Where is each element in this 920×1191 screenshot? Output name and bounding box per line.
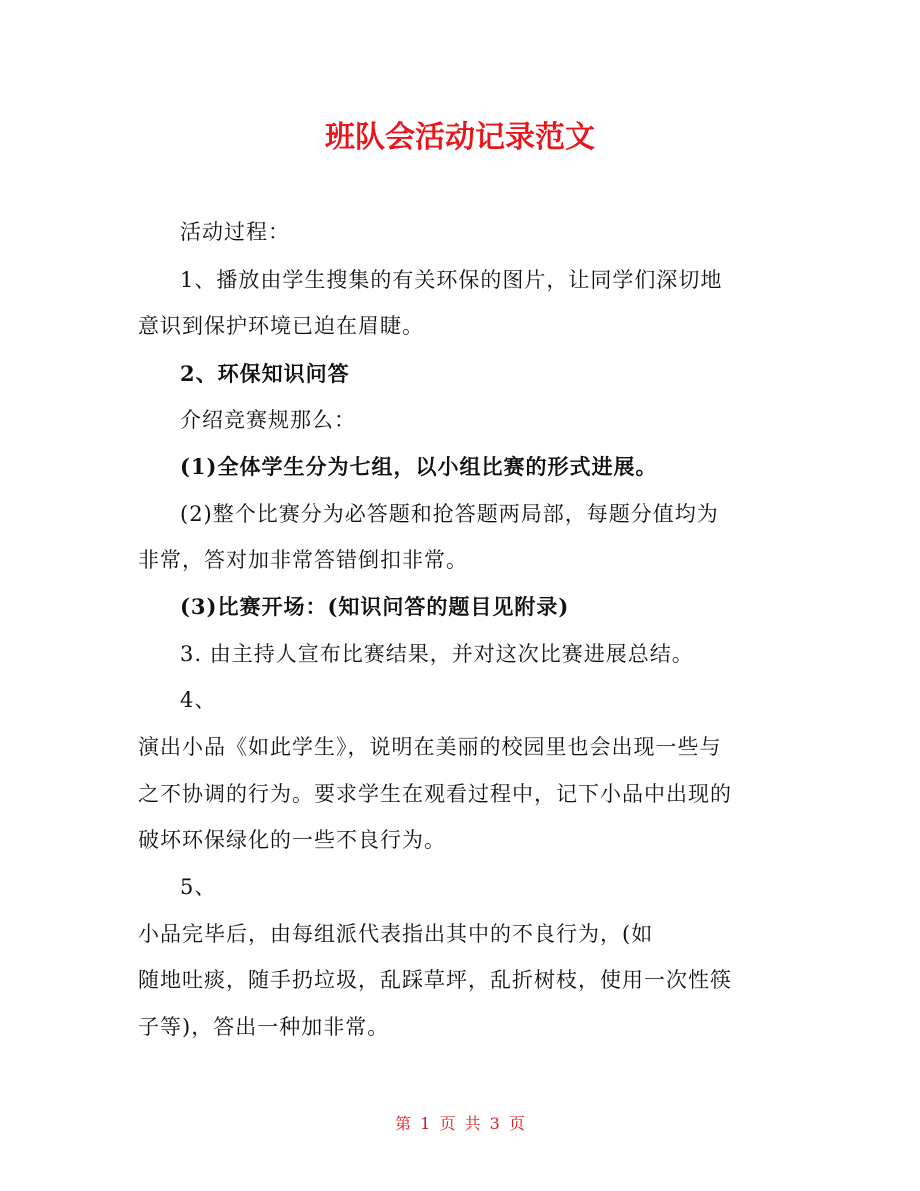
text-line-item-5-body-2: 随地吐痰，随手扔垃圾，乱踩草坪，乱折树枝，使用一次性筷 [138,968,732,992]
text-line-item-4-body-2: 之不协调的行为。要求学生在观看过程中，记下小品中出现的 [138,782,732,806]
text-line-item-1-cont: 意识到保护环境已迫在眉睫。 [138,314,424,338]
document-title: 班队会活动记录范文 [325,120,595,155]
text-line-item-4-body-3: 破坏环保绿化的一些不良行为。 [138,828,446,852]
text-line-rules-intro: 介绍竞赛规那么： [180,408,356,432]
text-line-item-5-body-1: 小品完毕后，由每组派代表指出其中的不良行为，(如 [138,922,654,946]
text-line-item-1: 1、播放由学生搜集的有关环保的图片，让同学们深切地 [180,268,723,292]
text-line-activity-process: 活动过程： [180,220,290,244]
page-indicator: 第 1 页 共 3 页 [395,1114,525,1133]
text-line-rule-3: (3)比赛开场：(知识问答的题目见附录) [180,594,570,619]
text-line-item-2-heading: 2、环保知识问答 [180,361,350,386]
text-line-rule-2: (2)整个比赛分为必答题和抢答题两局部，每题分值均为 [180,502,719,526]
text-line-item-5-body-3: 子等)，答出一种加非常。 [138,1015,390,1039]
text-line-rule-1: (1)全体学生分为七组，以小组比赛的形式进展。 [180,454,658,479]
text-line-item-5-number: 5、 [180,875,217,899]
text-line-item-3: 3. 由主持人宣布比赛结果，并对这次比赛进展总结。 [180,642,694,666]
text-line-rule-2-cont: 非常，答对加非常答错倒扣非常。 [138,548,468,572]
text-line-item-4-body-1: 演出小品《如此学生》，说明在美丽的校园里也会出现一些与 [138,735,722,759]
text-line-item-4-number: 4、 [180,688,217,712]
